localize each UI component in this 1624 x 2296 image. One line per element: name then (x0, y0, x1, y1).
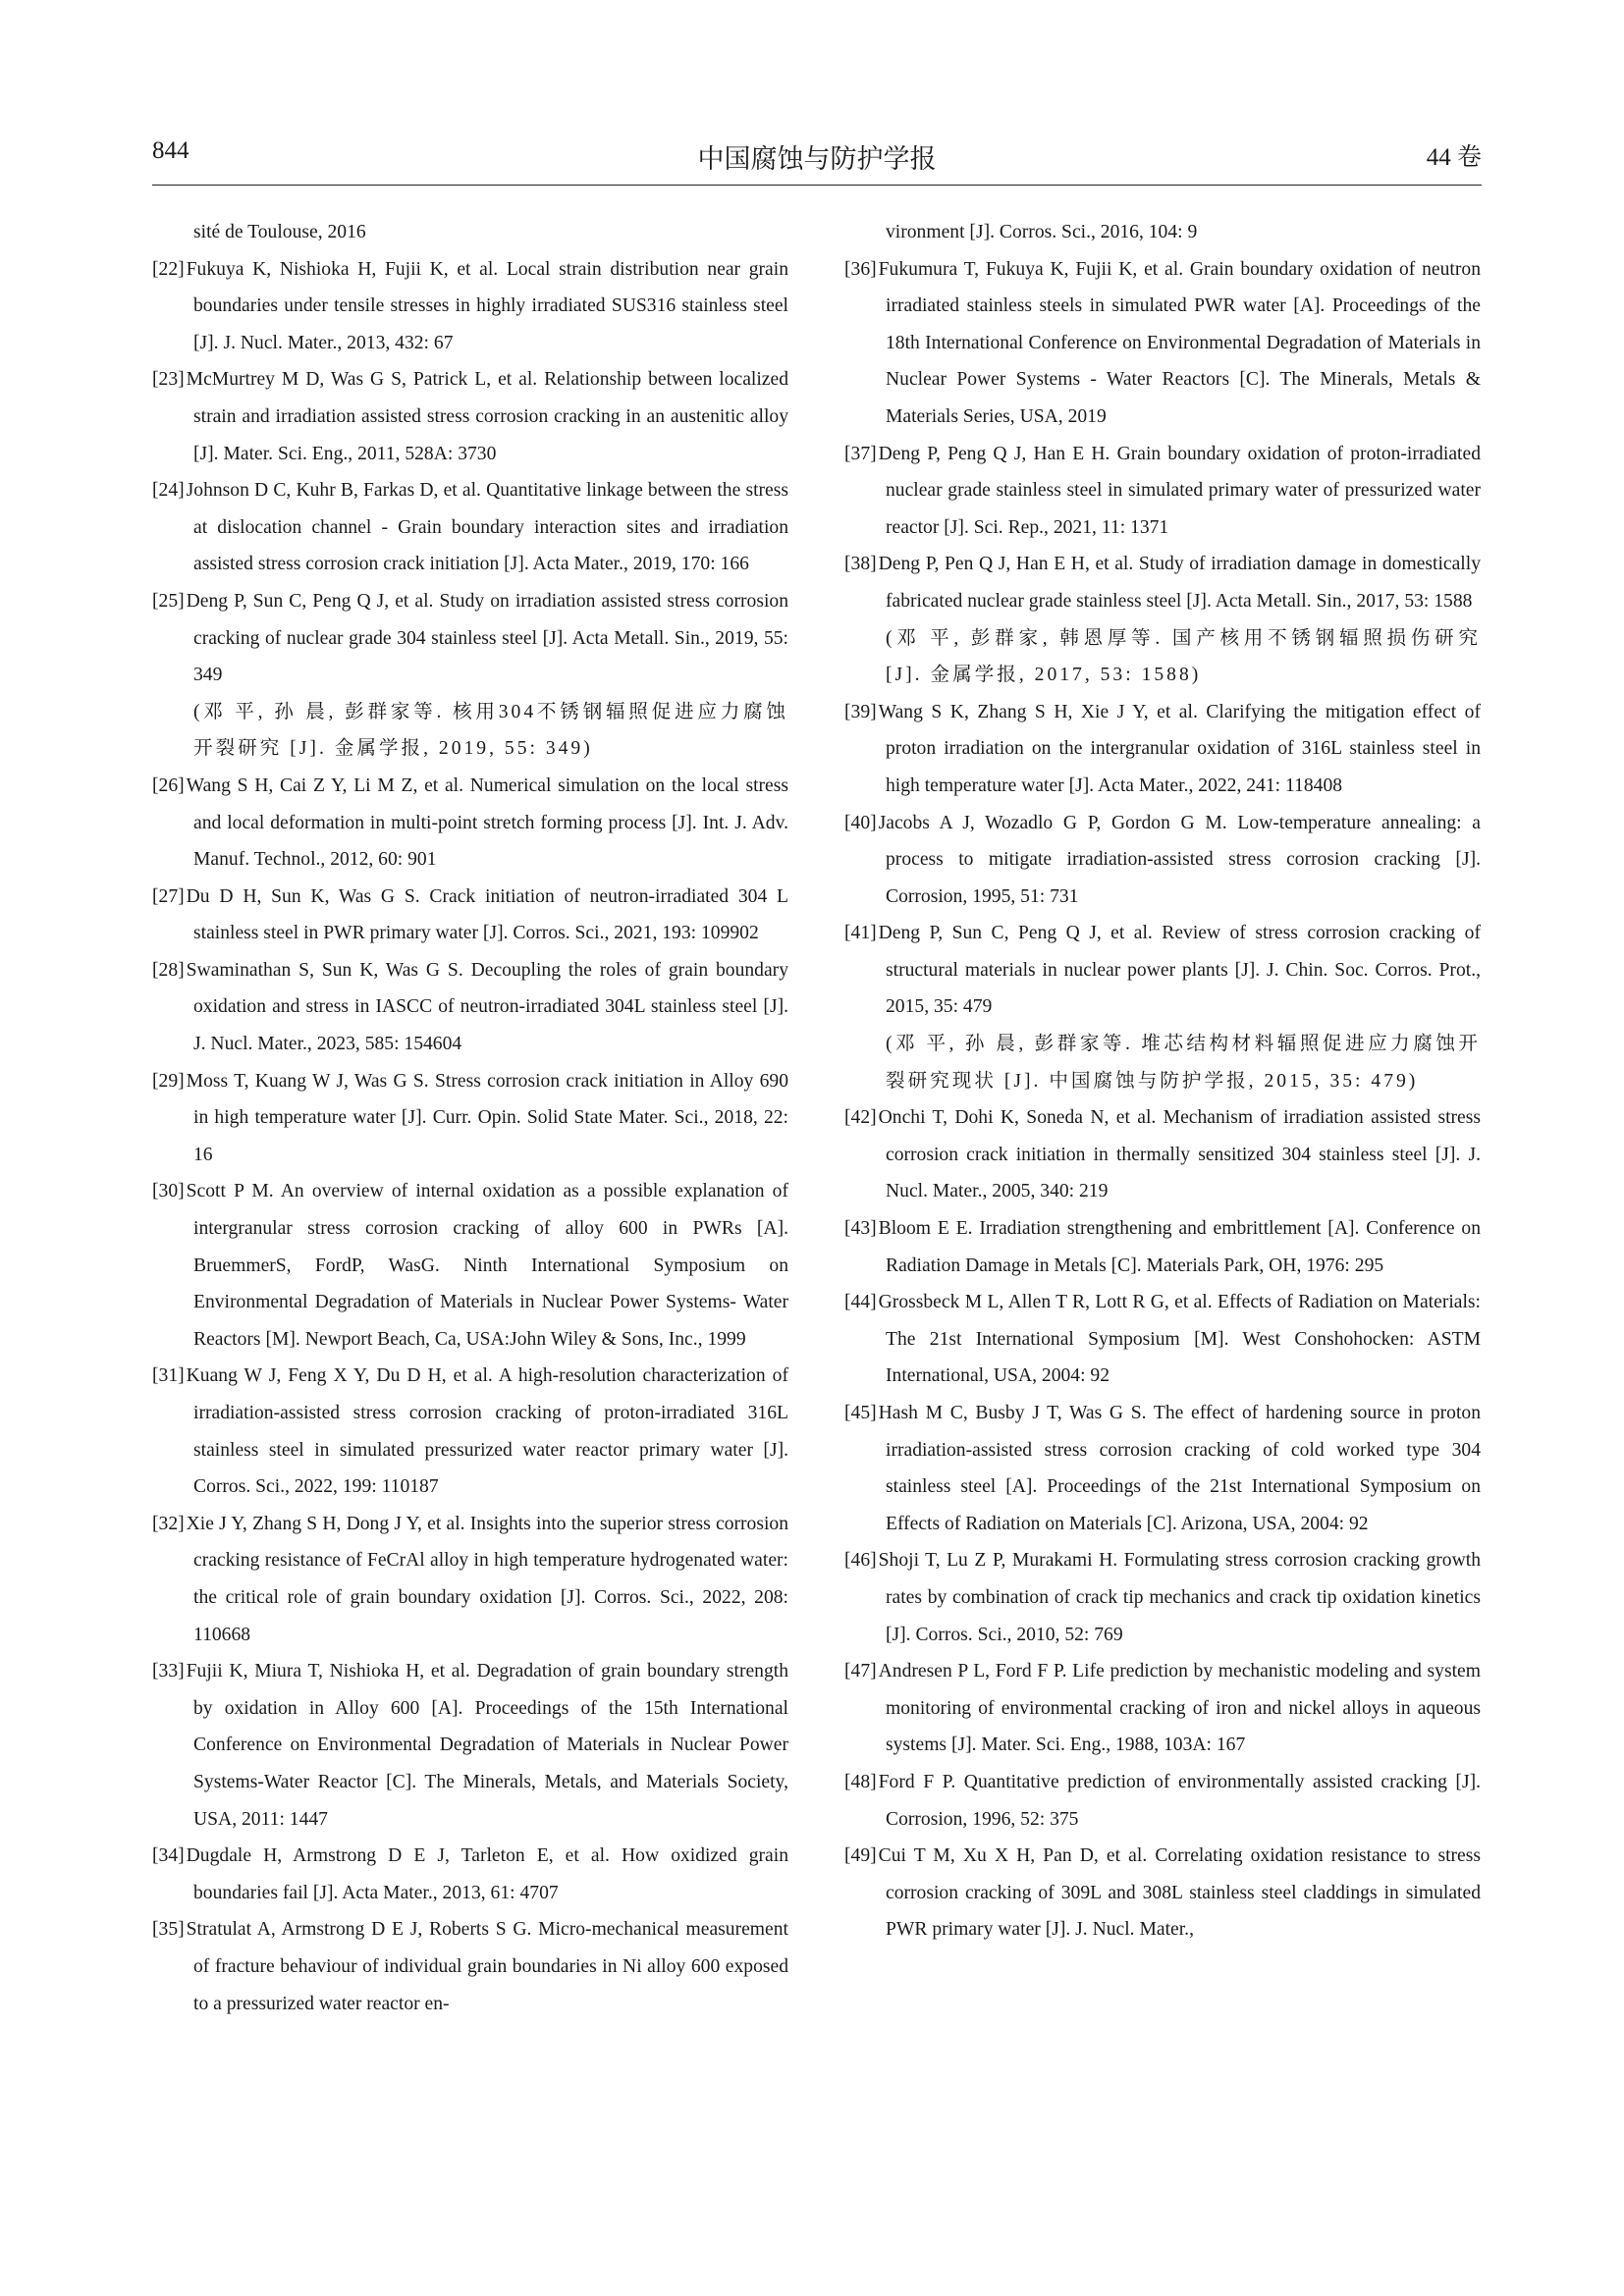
reference-text: Grossbeck M L, Allen T R, Lott R G, et al. Effects of Radiation on Materials: The 21st International Symposium [M]. West Conshohocken: ASTM International, USA, 2004: 92 (878, 1292, 1481, 1387)
reference-item (152, 768, 788, 879)
reference-item (844, 694, 1481, 805)
reference-item (152, 1358, 788, 1505)
journal-title: 中国腐蚀与防护学报 (697, 144, 937, 174)
page-header (152, 137, 1482, 186)
reference-text: Du D H, Sun K, Was G S. Crack initiation of neutron-irradiated 304 L stainless steel in PWR primary water [J]. Corros. Sci., 2021, 193: 109902 (186, 885, 788, 944)
reference-item (152, 1173, 788, 1358)
reference-item (844, 805, 1481, 916)
reference-number: [45] (844, 1403, 877, 1423)
reference-item (844, 915, 1481, 1099)
reference-number: [27] (152, 885, 185, 907)
reference-number: [42] (844, 1107, 877, 1129)
reference-item (152, 1506, 788, 1653)
reference-number: [34] (152, 1845, 185, 1867)
reference-text: Deng P, Sun C, Peng Q J, et al. Review of stress corrosion cracking of structural materials in nuclear power plants [J]. J. Chin. Soc. Corros. Prot., 2015, 35: 479 (878, 923, 1481, 1018)
reference-number: [41] (844, 923, 877, 944)
reference-number: [31] (152, 1365, 185, 1387)
reference-item (152, 583, 788, 768)
reference-number: [44] (844, 1292, 877, 1313)
reference-item (844, 1395, 1481, 1542)
reference-number: [25] (152, 590, 185, 612)
reference-item (844, 1653, 1481, 1764)
page-number: 844 (152, 137, 189, 164)
reference-number: [22] (152, 258, 185, 280)
reference-item (844, 251, 1481, 436)
reference-item (152, 472, 788, 583)
reference-text: Moss T, Kuang W J, Was G S. Stress corrosion crack initiation in Alloy 690 in high temperature water [J]. Curr. Opin. Solid State Mater. Sci., 2018, 22: 16 (186, 1070, 788, 1165)
reference-item (152, 952, 788, 1063)
reference-number: [23] (152, 369, 185, 391)
reference-text: Andresen P L, Ford F P. Life prediction by mechanistic modeling and system monitoring of environmental cracking of iron and nickel alloys in aqueous systems [J]. Mater. Sci. Eng., 1988, 103A: 167 (878, 1661, 1481, 1756)
reference-text: Deng P, Peng Q J, Han E H. Grain boundary oxidation of proton-irradiated nuclear grade stainless steel in simulated primary water of pressurized water reactor [J]. Sci. Rep., 2021, 11: 1371 (878, 443, 1481, 538)
reference-text: McMurtrey M D, Was G S, Patrick L, et al. Relationship between localized strain and irradiation assisted stress corrosion cracking in an austenitic alloy [J]. Mater. Sci. Eng., 2011, 528A: 3730 (186, 369, 788, 464)
reference-text: Dugdale H, Armstrong D E J, Tarleton E, et al. How oxidized grain boundaries fail [J]. Acta Mater., 2013, 61: 4707 (186, 1845, 788, 1903)
reference-number: [49] (844, 1845, 877, 1867)
reference-continuation: sité de Toulouse, 2016 (193, 222, 366, 242)
reference-item (152, 1063, 788, 1174)
reference-number: [30] (152, 1181, 185, 1202)
reference-text: Cui T M, Xu X H, Pan D, et al. Correlating oxidation resistance to stress corrosion cracking of 309L and 308L stainless steel claddings in simulated PWR primary water [J]. J. Nucl. Mater., (878, 1845, 1481, 1941)
reference-text: Ford F P. Quantitative prediction of environmentally assisted cracking [J]. Corrosion, 1996, 52: 375 (878, 1771, 1481, 1830)
reference-number: [32] (152, 1513, 185, 1534)
reference-text: Stratulat A, Armstrong D E J, Roberts S G. Micro-mechanical measurement of fracture behaviour of individual grain boundaries in Ni alloy 600 exposed to a pressurized water reactor en- (186, 1919, 788, 2014)
reference-number: [40] (844, 812, 877, 833)
reference-text: Swaminathan S, Sun K, Was G S. Decoupling the roles of grain boundary oxidation and stress in IASCC of neutron-irradiated 304L stainless steel [J]. J. Nucl. Mater., 2023, 585: 154604 (186, 959, 788, 1055)
reference-item (844, 436, 1481, 547)
reference-text: Shoji T, Lu Z P, Murakami H. Formulating stress corrosion cracking growth rates by combination of crack tip mechanics and crack tip oxidation kinetics [J]. Corros. Sci., 2010, 52: 769 (878, 1550, 1481, 1645)
reference-number: [46] (844, 1550, 877, 1572)
left-column (152, 214, 788, 2022)
reference-text: Fujii K, Miura T, Nishioka H, et al. Degradation of grain boundary strength by oxidation in Alloy 600 [A]. Proceedings of the 15th International Conference on Environmental Degradation of Materials in Nuclear Power Systems-Water Reactor [C]. The Minerals, Metals, and Materials Society, USA, 2011: 1447 (186, 1661, 788, 1830)
reference-number: [29] (152, 1070, 185, 1092)
reference-continuation: vironment [J]. Corros. Sci., 2016, 104: 9 (886, 222, 1198, 242)
reference-text: Jacobs A J, Wozadlo G P, Gordon G M. Low-temperature annealing: a process to mitigate irradiation-assisted stress corrosion cracking [J]. Corrosion, 1995, 51: 731 (878, 812, 1481, 907)
reference-text: Deng P, Pen Q J, Han E H, et al. Study of irradiation damage in domestically fabricated nuclear grade stainless steel [J]. Acta Metall. Sin., 2017, 53: 1588 (878, 554, 1481, 612)
reference-item (844, 1542, 1481, 1653)
reference-item (844, 546, 1481, 693)
reference-number: [38] (844, 554, 877, 575)
reference-item (152, 1911, 788, 2022)
reference-item (844, 1210, 1481, 1284)
reference-item (152, 251, 788, 362)
reference-number: [37] (844, 443, 877, 464)
reference-item (152, 1653, 788, 1838)
reference-item (844, 1764, 1481, 1838)
reference-number: [33] (152, 1661, 185, 1682)
reference-chinese-text: (邓 平, 孙 晨, 彭群家等. 堆芯结构材料辐照促进应力腐蚀开裂研究现状 [J]. 中国腐蚀与防护学报, 2015, 35: 479) (886, 1034, 1481, 1092)
reference-chinese-text: (邓 平, 彭群家, 韩恩厚等. 国产核用不锈钢辐照损伤研究 [J]. 金属学报, 2017, 53: 1588) (886, 627, 1481, 686)
reference-text: Wang S H, Cai Z Y, Li M Z, et al. Numerical simulation on the local stress and local deformation in multi-point stretch forming process [J]. Int. J. Adv. Manuf. Technol., 2012, 60: 901 (186, 774, 788, 871)
reference-number: [24] (152, 480, 185, 502)
reference-text: Onchi T, Dohi K, Soneda N, et al. Mechanism of irradiation assisted stress corrosion crack initiation in thermally sensitized 304 stainless steel [J]. J. Nucl. Mater., 2005, 340: 219 (878, 1107, 1481, 1202)
reference-number: [47] (844, 1661, 877, 1682)
reference-text: Kuang W J, Feng X Y, Du D H, et al. A high-resolution characterization of irradiation-assisted stress corrosion cracking of proton-irradiated 316L stainless steel in simulated pressurized water reactor primary water [J]. Corros. Sci., 2022, 199: 110187 (186, 1365, 788, 1498)
reference-number: [43] (844, 1218, 877, 1240)
reference-number: [48] (844, 1771, 877, 1792)
reference-item (152, 879, 788, 952)
reference-item (844, 1838, 1481, 1949)
reference-text: Fukumura T, Fukuya K, Fujii K, et al. Grain boundary oxidation of neutron irradiated stainless steels in simulated PWR water [A]. Proceedings of the 18th International Conference on Environmental Degradation of Materials in Nuclear Power Systems - Water Reactors [C]. The Minerals, Metals & Materials Series, USA, 2019 (878, 258, 1481, 427)
reference-item (844, 1099, 1481, 1210)
reference-text: Scott P M. An overview of internal oxidation as a possible explanation of intergranular stress corrosion cracking of alloy 600 in PWRs [A]. BruemmerS, FordP, WasG. Ninth International Symposium on Environmental Degradation of Materials in Nuclear Power Systems- Water Reactors [M]. Newport Beach, Ca, USA:John Wiley & Sons, Inc., 1999 (186, 1181, 788, 1350)
reference-item (152, 361, 788, 472)
reference-number: [26] (152, 774, 185, 796)
reference-number: [36] (844, 258, 877, 280)
reference-number: [35] (152, 1919, 185, 1941)
right-column (844, 214, 1481, 1949)
reference-text: Fukuya K, Nishioka H, Fujii K, et al. Local strain distribution near grain boundaries under tensile stresses in highly irradiated SUS316 stainless steel [J]. J. Nucl. Mater., 2013, 432: 67 (186, 258, 788, 353)
reference-text: Hash M C, Busby J T, Was G S. The effect of hardening source in proton irradiation-assisted stress corrosion cracking of cold worked type 304 stainless steel [A]. Proceedings of the 21st International Symposium on Effects of Radiation on Materials [C]. Arizona, USA, 2004: 92 (878, 1403, 1481, 1534)
reference-text: Xie J Y, Zhang S H, Dong J Y, et al. Insights into the superior stress corrosion cracking resistance of FeCrAl alloy in high temperature hydrogenated water: the critical role of grain boundary oxidation [J]. Corros. Sci., 2022, 208: 110668 (186, 1513, 788, 1645)
reference-text: Wang S K, Zhang S H, Xie J Y, et al. Clarifying the mitigation effect of proton irradiation on the intergranular oxidation of 316L stainless steel in high temperature water [J]. Acta Mater., 2022, 241: 118408 (878, 701, 1481, 796)
reference-item (152, 1838, 788, 1911)
reference-item (844, 1284, 1481, 1395)
volume-label: 44 卷 (1426, 144, 1482, 171)
reference-text: Bloom E E. Irradiation strengthening and embrittlement [A]. Conference on Radiation Damage in Metals [C]. Materials Park, OH, 1976: 295 (878, 1218, 1481, 1276)
reference-text: Johnson D C, Kuhr B, Farkas D, et al. Quantitative linkage between the stress at dislocation channel - Grain boundary interaction sites and irradiation assisted stress corrosion crack initiation [J]. Acta Mater., 2019, 170: 166 (186, 480, 788, 575)
reference-number: [28] (152, 959, 185, 981)
reference-text: Deng P, Sun C, Peng Q J, et al. Study on irradiation assisted stress corrosion cracking of nuclear grade 304 stainless steel [J]. Acta Metall. Sin., 2019, 55: 349 (186, 590, 788, 686)
reference-number: [39] (844, 701, 877, 722)
reference-chinese-text: (邓 平, 孙 晨, 彭群家等. 核用304不锈钢辐照促进应力腐蚀开裂研究 [J]. 金属学报, 2019, 55: 349) (193, 701, 788, 760)
